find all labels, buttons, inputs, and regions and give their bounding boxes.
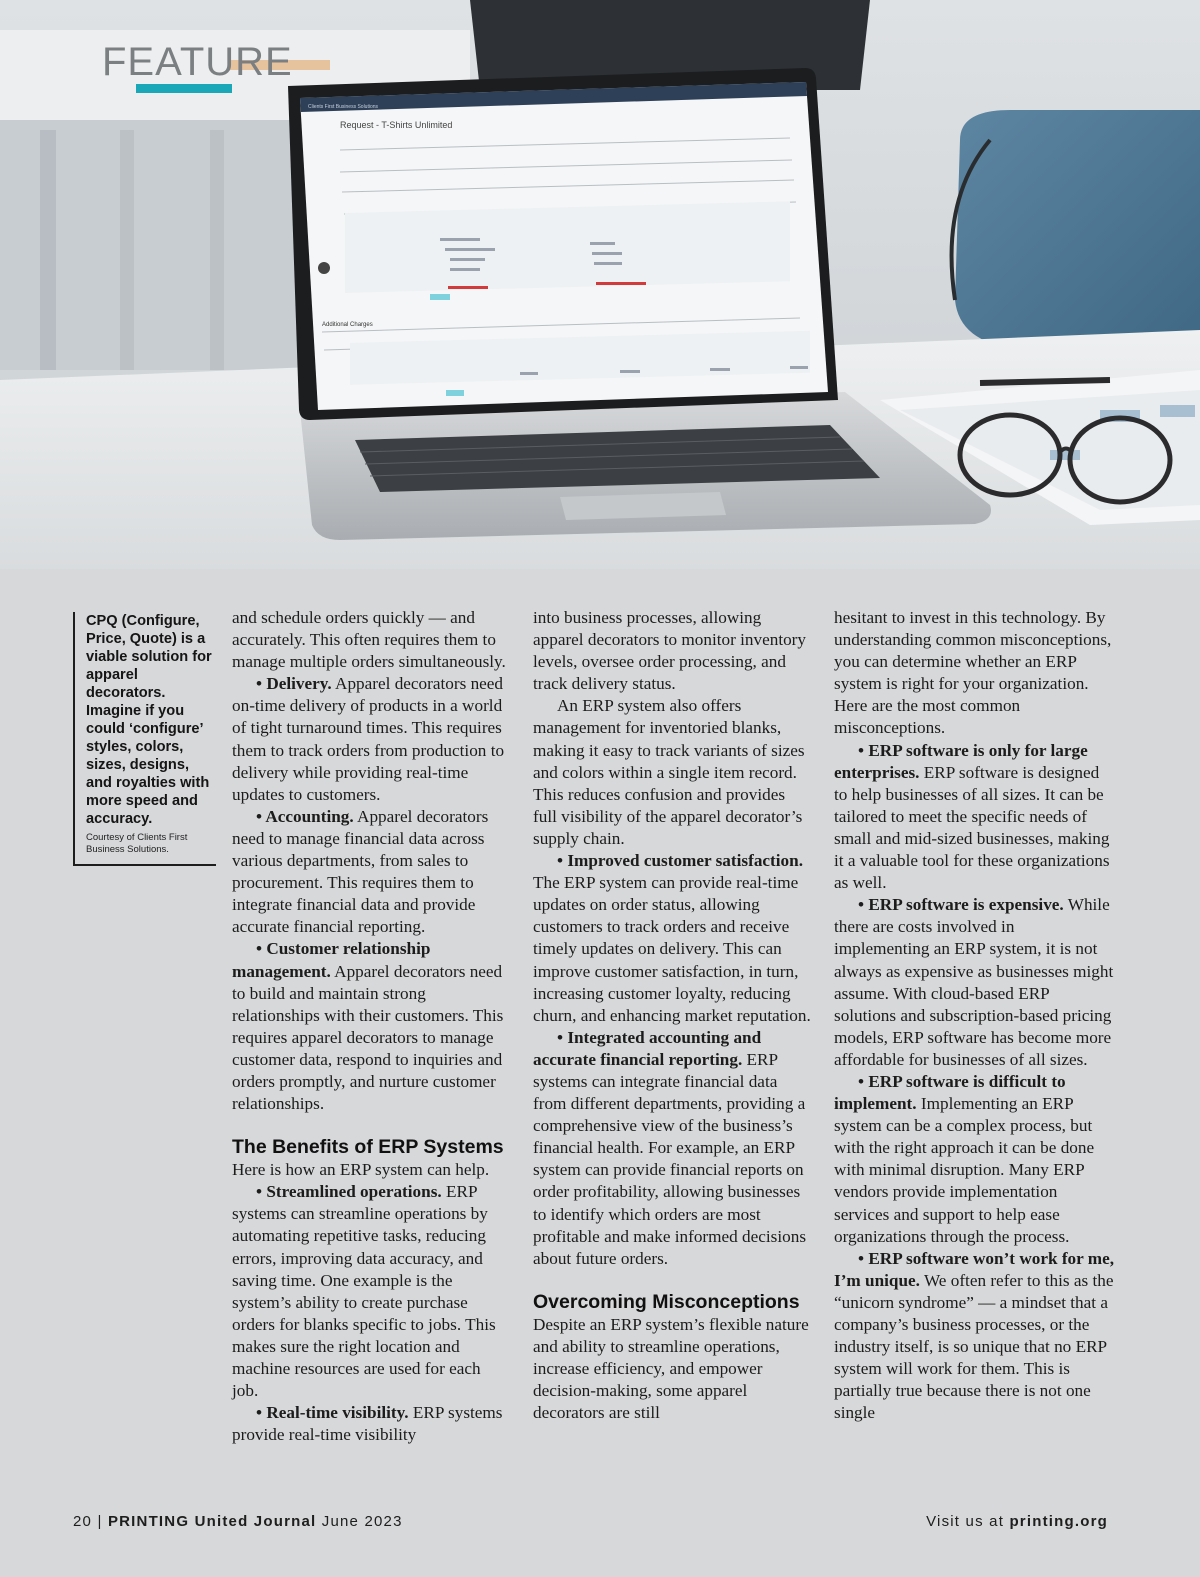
paragraph: Here is how an ERP system can help.	[232, 1160, 490, 1180]
bullet-text: Apparel decorators need on-time delivery of products in a world of tight turnaround times. This requires them to track orders from production to delivery while providing real-time updates to customers.	[232, 674, 505, 804]
paragraph: into business processes, allowing apparel decorators to monitor inventory levels, oversee order processing, and track delivery status.	[533, 608, 807, 694]
bullet-text: ERP systems can streamline operations by automating repetitive tasks, reducing errors, improving data accuracy, and saving time. One example is the system’s ability to create purchase orders for blanks specific to jobs. This makes sure the right location and machine resources are used for each job.	[232, 1182, 496, 1401]
bullet-crm	[232, 938, 510, 1115]
bullet-lead: • ERP software is only for large enterprises.	[834, 740, 1088, 782]
bullet-text: While there are costs involved in implementing an ERP system, it is not always as expensive as businesses might assume. With cloud-based ERP solutions and subscription-based pricing models, ERP software has become more affordable for businesses of all sizes.	[834, 895, 1114, 1069]
paragraph: Despite an ERP system’s flexible nature and ability to streamline operations, increase efficiency, and empower decision-making, some apparel decorators are still	[533, 1314, 809, 1423]
footer-website	[926, 1513, 1108, 1530]
photo-caption	[73, 612, 216, 866]
bullet-lead: • Integrated accounting and accurate financial reporting.	[533, 1027, 762, 1069]
section-heading-misconceptions: Overcoming Misconceptions	[533, 1290, 800, 1313]
bullet-text: Apparel decorators need to manage financial data across various departments, from sales to procurement. This requires them to integrate financial data and provide accurate financial reporting.	[232, 806, 489, 937]
bullet-lead: • ERP software is difficult to implement.	[834, 1071, 1066, 1114]
bullet-lead: • Customer relationship management.	[232, 939, 431, 981]
bullet-lead: • Improved customer satisfaction.	[557, 851, 803, 871]
section-heading-benefits: The Benefits of ERP Systems	[232, 1136, 504, 1159]
visit-prefix: Visit us at	[926, 1513, 1010, 1530]
article-column-3	[834, 607, 1114, 1424]
bullet-accounting	[232, 806, 510, 939]
bullet-customer-satisfaction	[533, 850, 811, 1027]
bullet-expensive	[834, 894, 1114, 1071]
bullet-integrated-accounting	[533, 1027, 811, 1270]
screen-document-title: Request - T-Shirts Unlimited	[340, 120, 453, 130]
bullet-text: We often refer to this as the “unicorn syndrome” — a mindset that a company’s business processes, or the industry itself, is so unique that no ERP system will work for them. This is partially true because there is not one single	[834, 1270, 1114, 1423]
bullet-text: Apparel decorators need to build and maintain strong relationships with their customers. This requires apparel decorators to manage customer data, respond to inquiries and orders promptly, and nurture customer relationships.	[232, 961, 504, 1114]
bullet-realtime	[232, 1402, 510, 1446]
kicker-accent-bar	[136, 84, 232, 93]
bullet-lead: • Delivery.	[256, 674, 332, 694]
publication-name: PRINTING United Journal	[107, 1513, 317, 1530]
bullet-text: ERP systems provide real-time visibility	[232, 1403, 503, 1445]
bullet-text: ERP systems can integrate financial data from different departments, providing a comprehensive view of the business’s financial health. For example, an ERP system can provide financial reports on order profitability, allowing businesses to identify which orders are most profitable and make informed decisions about future orders.	[533, 1049, 807, 1268]
website-link[interactable]: printing.org	[1009, 1513, 1108, 1530]
screen-window-title: Clients First Business Solutions	[308, 104, 379, 110]
bullet-unique	[834, 1248, 1114, 1425]
section-kicker: FEATURE	[102, 40, 293, 84]
paragraph: and schedule orders quickly — and accurately. This often requires them to manage multiple orders simultaneously.	[232, 608, 506, 672]
footer-folio	[73, 1513, 403, 1530]
folio-separator: |	[92, 1513, 108, 1530]
bullet-large-enterprises	[834, 740, 1114, 895]
bullet-text: ERP software is designed to help businesses of all sizes. It can be tailored to meet the specific needs of small and mid-sized businesses, making it a valuable tool for these organizations as well.	[834, 762, 1110, 893]
bullet-difficult	[834, 1071, 1114, 1248]
bullet-text: The ERP system can provide real-time updates on order status, allowing customers to track orders and receive timely updates on delivery. This can improve customer satisfaction, in turn, increasing customer loyalty, reducing churn, and enhancing market reputation.	[533, 873, 811, 1025]
caption-credit: Courtesy of Clients First Business Solutions.	[86, 832, 188, 855]
bullet-delivery	[232, 673, 510, 806]
issue-date: June 2023	[316, 1513, 403, 1530]
hero-photo	[0, 0, 1200, 569]
bullet-lead: • ERP software is expensive.	[858, 895, 1064, 915]
bullet-text: Implementing an ERP system can be a complex process, but with the right approach it can be done with minimal disruption. Many ERP vendors provide implementation services and support to help ease organizations through the process.	[834, 1094, 1095, 1246]
paragraph: An ERP system also offers management for inventoried blanks, making it easy to track variants of sizes and colors within a single item record. This reduces confusion and provides full visibility of the apparel decorator’s supply chain.	[533, 696, 805, 848]
bullet-lead: • Streamlined operations.	[256, 1182, 442, 1202]
bullet-lead: • Real-time visibility.	[256, 1403, 409, 1423]
paragraph: hesitant to invest in this technology. By understanding common misconceptions, you can determine whether an ERP system is right for your organization. Here are the most common misconceptions.	[834, 608, 1112, 738]
article-column-2	[533, 607, 811, 1424]
bullet-lead: • Accounting.	[256, 806, 354, 826]
bullet-streamlined	[232, 1181, 510, 1402]
page-number: 20	[73, 1513, 93, 1530]
bullet-lead: • ERP software won’t work for me, I’m unique.	[834, 1248, 1114, 1290]
caption-text: CPQ (Configure, Price, Quote) is a viable solution for apparel decorators. Imagine if you could ‘configure’ styles, colors, sizes, designs, and royalties with more speed and accuracy.	[86, 613, 212, 827]
article-column-1	[232, 607, 510, 1446]
screen-section-heading: Additional Charges	[322, 322, 373, 328]
